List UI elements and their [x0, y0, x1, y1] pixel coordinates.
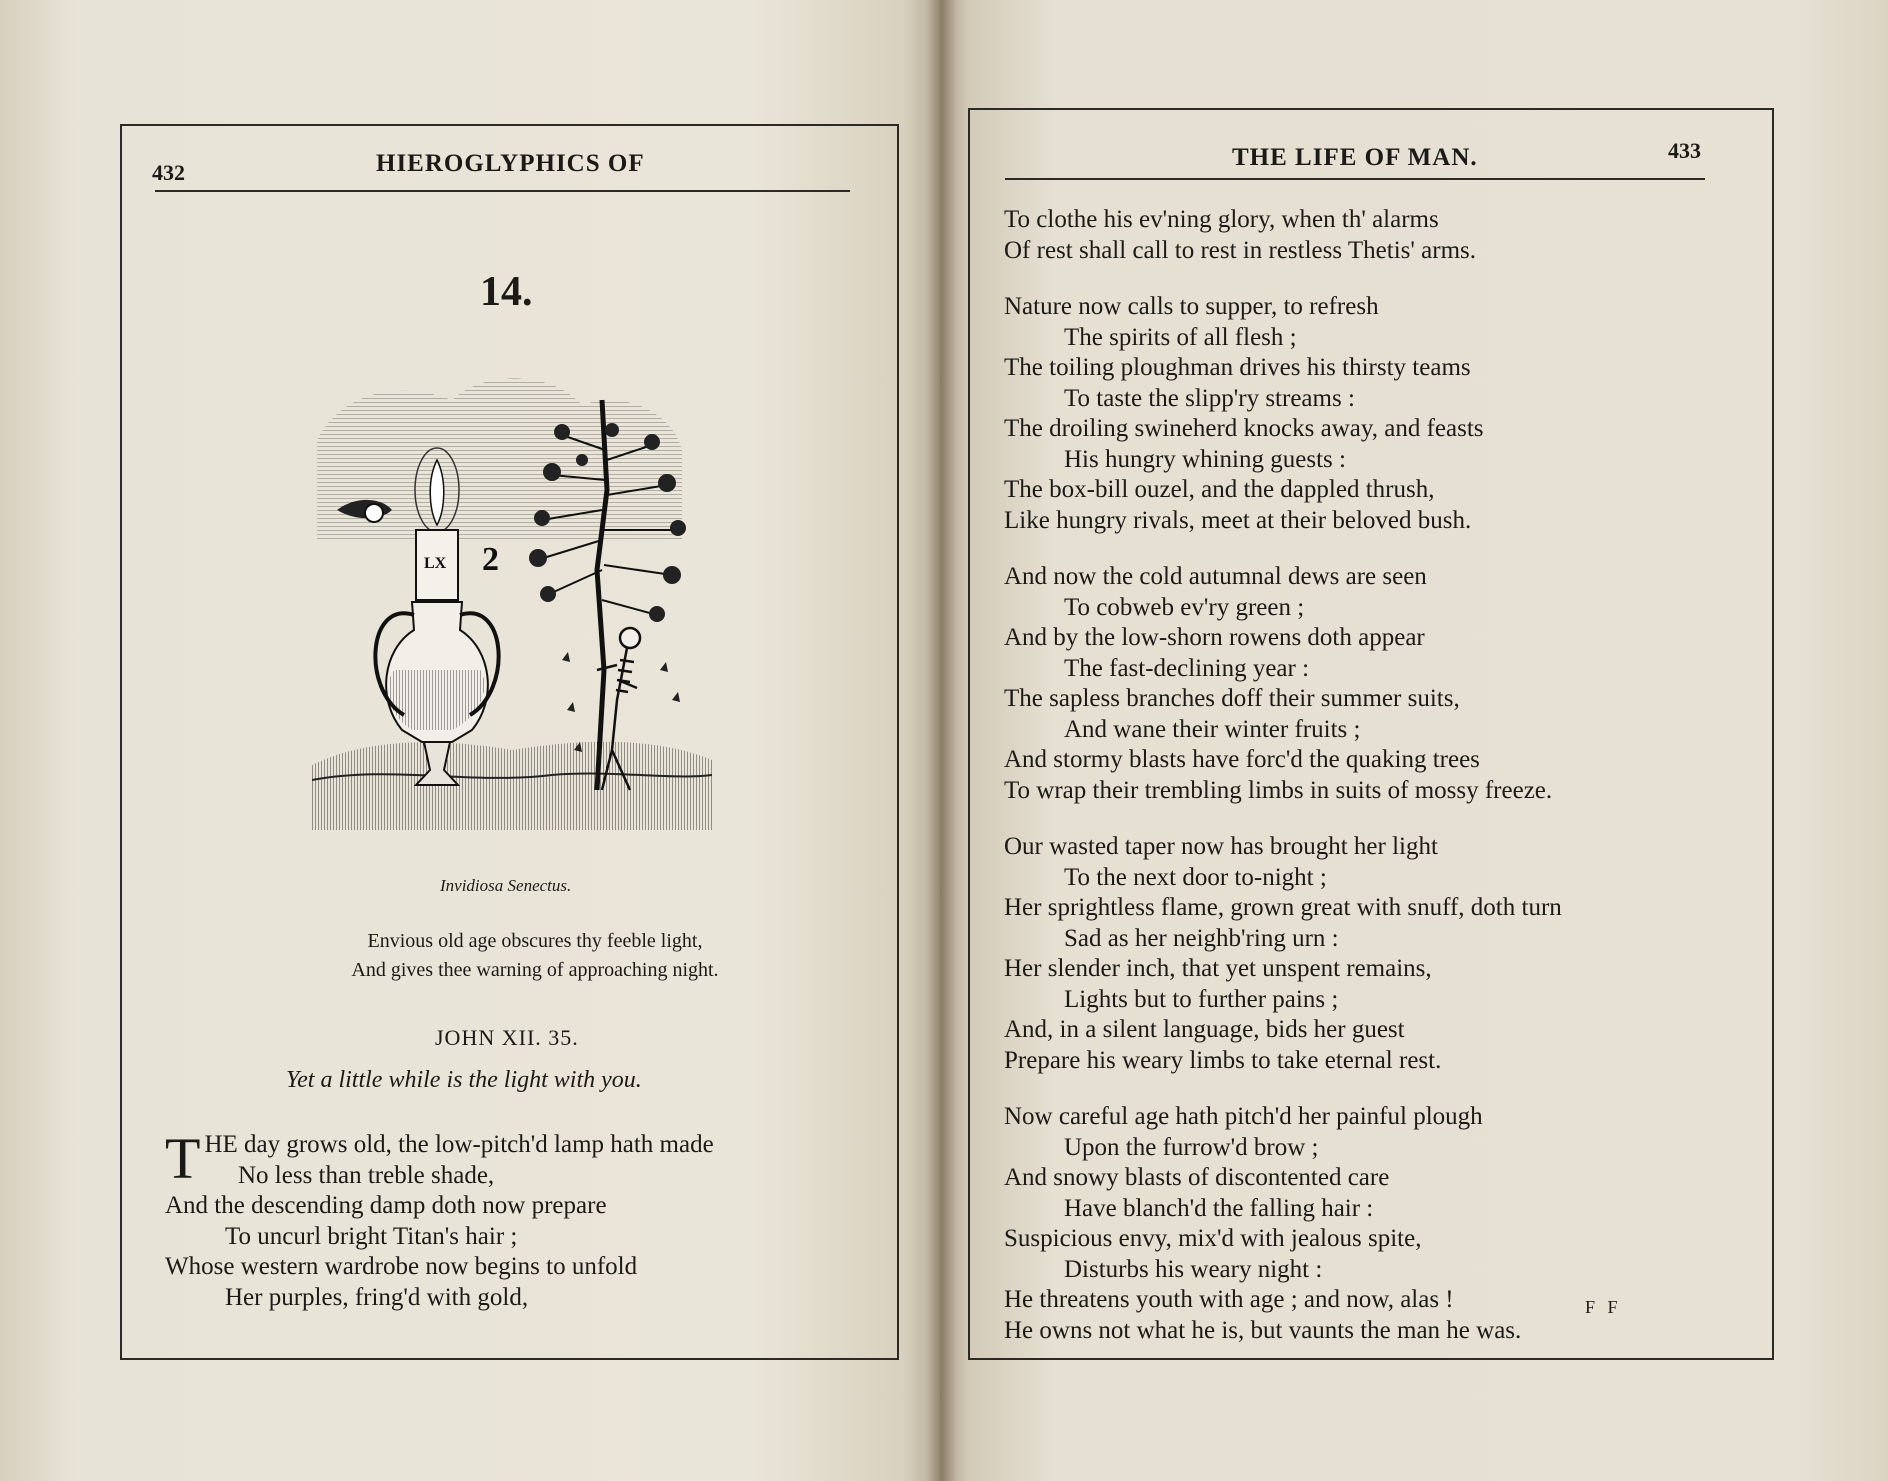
verse-line: And by the low-shorn rowens doth appear	[1004, 624, 1425, 651]
verse-line: The fast-declining year :	[1064, 654, 1310, 682]
left-page-number: 432	[152, 160, 185, 185]
book-gutter	[926, 0, 956, 1481]
emblem-engraving	[312, 370, 712, 840]
verse-line: And wane their winter fruits ;	[1064, 715, 1361, 743]
verse-line: To cobweb ev'ry green ;	[1064, 593, 1305, 621]
verse-line: Disturbs his weary night :	[1064, 1255, 1323, 1283]
left-head-rule	[155, 190, 850, 192]
verse-line: The spirits of all flesh ;	[1064, 323, 1297, 351]
verse-line: Her sprightless flame, grown great with snuff, doth turn	[1004, 894, 1562, 921]
verse-line: The box-bill ouzel, and the dappled thrush,	[1004, 476, 1435, 503]
verse-line: And now the cold autumnal dews are seen	[1004, 563, 1427, 590]
right-verse	[1004, 205, 1562, 1346]
verse-line: Now careful age hath pitch'd her painful plough	[1004, 1103, 1483, 1130]
verse-line: The toiling ploughman drives his thirsty teams	[1004, 354, 1471, 381]
verse-line: He owns not what he is, but vaunts the man he was.	[1004, 1316, 1522, 1344]
verse-line: To the next door to-night ;	[1064, 863, 1327, 891]
left-verse	[165, 1126, 714, 1313]
figure-number: 14.	[480, 269, 533, 315]
right-page-number: 433	[1668, 138, 1701, 163]
verse-line: Lights but to further pains ;	[1064, 985, 1339, 1013]
signature-mark: F F	[1585, 1297, 1622, 1317]
verse-line: To clothe his ev'ning glory, when th' alarms	[1004, 206, 1439, 233]
verse-line: And, in a silent language, bids her guest	[1004, 1016, 1405, 1043]
verse-line: To wrap their trembling limbs in suits of mossy freeze.	[1004, 776, 1553, 804]
motto-line: Envious old age obscures thy feeble light,	[367, 930, 703, 952]
verse-line: Nature now calls to supper, to refresh	[1004, 293, 1379, 320]
verse-line: Of rest shall call to rest in restless Thetis' arms.	[1004, 236, 1476, 264]
stanza-gap	[1004, 266, 1562, 292]
verse-line: Sad as her neighb'ring urn :	[1064, 924, 1339, 952]
motto-line: And gives thee warning of approaching night.	[351, 959, 719, 981]
verse-line: The droiling swineherd knocks away, and feasts	[1004, 415, 1484, 442]
verse-line: No less than treble shade,	[238, 1161, 495, 1189]
verse-line: His hungry whining guests :	[1064, 445, 1346, 473]
verse-line: Our wasted taper now has brought her light	[1004, 833, 1438, 860]
verse-line: To taste the slipp'ry streams :	[1064, 384, 1355, 412]
engraving-numeral: 2	[482, 541, 499, 578]
verse-line: And stormy blasts have forc'd the quaking trees	[1004, 746, 1480, 773]
verse-line: And the descending damp doth now prepare	[165, 1192, 607, 1219]
verse-line: Her purples, fring'd with gold,	[225, 1283, 529, 1311]
drop-capital: T	[165, 1126, 201, 1191]
candle-label: LX	[424, 555, 447, 572]
verse-line: Like hungry rivals, meet at their beloved bush.	[1004, 506, 1472, 534]
verse-line: Upon the furrow'd brow ;	[1064, 1133, 1319, 1161]
left-running-head: HIEROGLYPHICS OF	[376, 150, 645, 177]
verse-line: Have blanch'd the falling hair :	[1064, 1194, 1374, 1222]
stanza-gap	[1004, 1076, 1562, 1102]
verse-line: HE day grows old, the low-pitch'd lamp hath made	[204, 1131, 714, 1158]
verse-line: Prepare his weary limbs to take eternal rest.	[1004, 1046, 1442, 1074]
emblem-motto	[300, 927, 770, 985]
ground-shading	[312, 742, 712, 830]
stanza-gap	[1004, 806, 1562, 832]
verse-line: Suspicious envy, mix'd with jealous spite,	[1004, 1225, 1422, 1252]
verse-line: He threatens youth with age ; and now, alas !	[1004, 1286, 1454, 1313]
engraving-caption: Invidiosa Senectus.	[440, 876, 572, 895]
verse-line: Whose western wardrobe now begins to unfold	[165, 1253, 638, 1280]
scripture-text: Yet a little while is the light with you.	[286, 1067, 642, 1093]
verse-line: And snowy blasts of discontented care	[1004, 1164, 1390, 1191]
right-head-rule	[1005, 178, 1705, 180]
scripture-reference: JOHN XII. 35.	[435, 1025, 579, 1050]
stanza-gap	[1004, 536, 1562, 562]
verse-line: To uncurl bright Titan's hair ;	[225, 1222, 518, 1250]
verse-line: The sapless branches doff their summer suits,	[1004, 685, 1460, 712]
verse-line: Her slender inch, that yet unspent remains,	[1004, 955, 1432, 982]
right-running-head: THE LIFE OF MAN.	[1232, 144, 1478, 171]
